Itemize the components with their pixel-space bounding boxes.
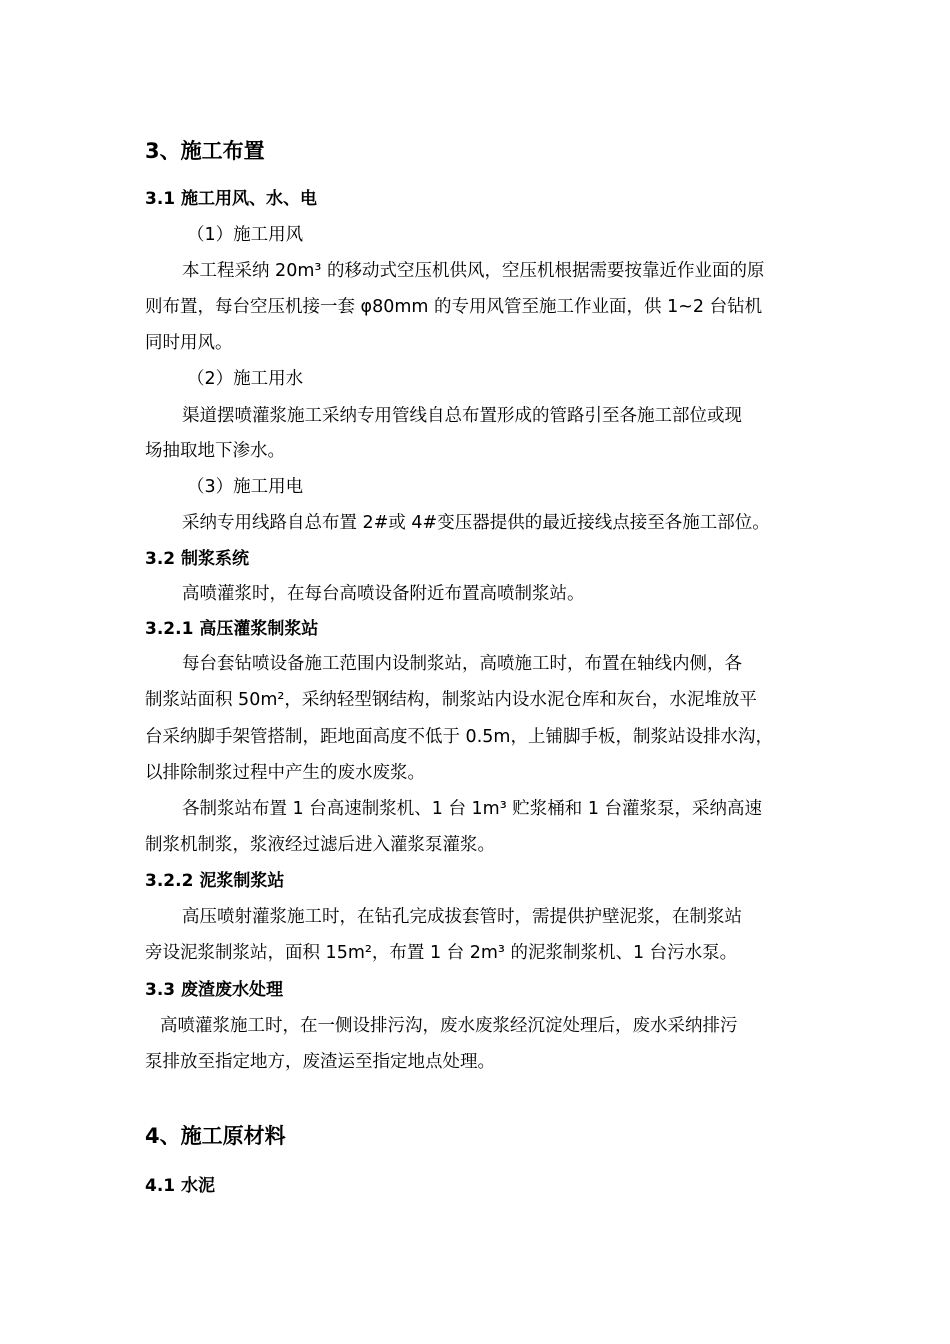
paragraph-line: 各制浆站布置 1 台高速制浆机、1 台 1m³ 贮浆桶和 1 台灌浆泵，采纳高速 [182, 799, 763, 819]
section-4-1-heading: 4.1 水泥 [145, 1176, 216, 1196]
paragraph-line: 则布置，每台空压机接一套 φ80mm 的专用风管至施工作业面，供 1~2 台钻机 [145, 297, 763, 317]
paragraph-line: 旁设泥浆制浆站，面积 15m²，布置 1 台 2m³ 的泥浆制浆机、1 台污水泵。 [145, 943, 738, 963]
paragraph-line: 本工程采纳 20m³ 的移动式空压机供风，空压机根据需要按靠近作业面的原 [182, 261, 765, 281]
item-1-label: （1）施工用风 [187, 225, 304, 245]
paragraph-line: 台采纳脚手架管搭制，距地面高度不低于 0.5m，上铺脚手板，制浆站设排水沟， [145, 727, 773, 747]
paragraph-line: 每台套钻喷设备施工范围内设制浆站，高喷施工时，布置在轴线内侧，各 [182, 654, 742, 674]
section-3-1-heading: 3.1 施工用风、水、电 [145, 189, 318, 209]
item-3-label: （3）施工用电 [187, 477, 304, 497]
section-3-3-heading: 3.3 废渣废水处理 [145, 980, 284, 1000]
paragraph-line: 高喷灌浆时，在每台高喷设备附近布置高喷制浆站。 [182, 584, 585, 604]
section-4-heading: 4、施工原材料 [145, 1124, 286, 1148]
item-2-label: （2）施工用水 [187, 369, 304, 389]
paragraph-line: 泵排放至指定地方，废渣运至指定地点处理。 [145, 1052, 495, 1072]
paragraph-line: 以排除制浆过程中产生的废水废浆。 [145, 763, 425, 783]
paragraph-line: 制浆站面积 50m²，采纳轻型钢结构，制浆站内设水泥仓库和灰台，水泥堆放平 [145, 690, 757, 710]
section-3-2-heading: 3.2 制浆系统 [145, 549, 250, 569]
paragraph-line: 制浆机制浆，浆液经过滤后进入灌浆泵灌浆。 [145, 835, 495, 855]
paragraph-line: 同时用风。 [145, 333, 233, 353]
paragraph-line: 采纳专用线路自总布置 2#或 4#变压器提供的最近接线点接至各施工部位。 [182, 513, 770, 533]
paragraph-line: 高压喷射灌浆施工时，在钻孔完成拔套管时，需提供护壁泥浆，在制浆站 [182, 907, 742, 927]
paragraph-line: 渠道摆喷灌浆施工采纳专用管线自总布置形成的管路引至各施工部位或现 [182, 406, 742, 426]
section-3-heading: 3、施工布置 [145, 139, 265, 163]
paragraph-line: 高喷灌浆施工时，在一侧设排污沟，废水废浆经沉淀处理后，废水采纳排污 [160, 1016, 738, 1036]
section-3-2-2-heading: 3.2.2 泥浆制浆站 [145, 871, 285, 891]
section-3-2-1-heading: 3.2.1 高压灌浆制浆站 [145, 619, 319, 639]
paragraph-line: 场抽取地下渗水。 [145, 441, 285, 461]
